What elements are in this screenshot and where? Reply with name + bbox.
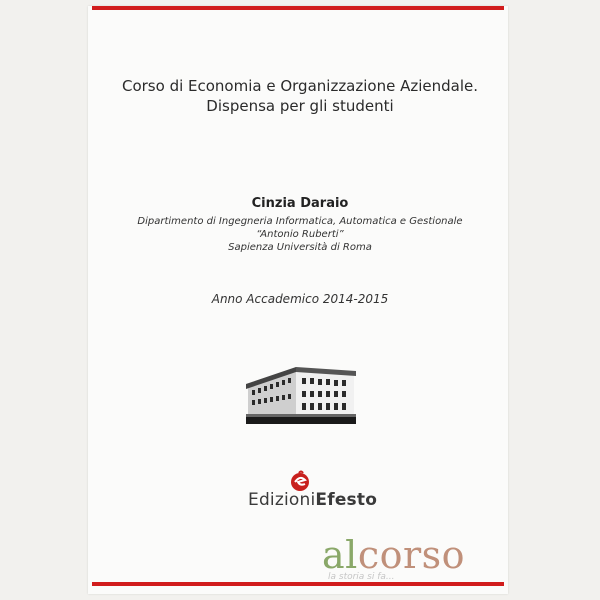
efesto-logo-icon xyxy=(285,470,315,492)
watermark-tagline: la storia si fa... xyxy=(328,572,395,582)
top-red-bar xyxy=(92,6,504,10)
university-building-image xyxy=(246,364,356,424)
bottom-red-bar xyxy=(92,582,504,586)
affiliation-line-1: Dipartimento di Ingegneria Informatica, Automatica e Gestionale xyxy=(137,216,463,227)
watermark-part-2: corso xyxy=(357,533,466,577)
publisher-name xyxy=(248,490,378,510)
academic-year: Anno Accademico 2014-2015 xyxy=(211,292,389,306)
affiliation-line-2: “Antonio Ruberti” xyxy=(256,229,344,240)
alcorso-watermark xyxy=(322,533,465,577)
watermark-part-1: al xyxy=(322,533,358,577)
author-name: Cinzia Daraio xyxy=(251,196,349,211)
affiliation xyxy=(90,215,510,254)
title-line-1: Corso di Economia e Organizzazione Aziendale. xyxy=(121,77,479,95)
document-title xyxy=(90,76,510,116)
publisher-name-part-2: Efesto xyxy=(315,490,378,510)
publisher-name-part-1: Edizioni xyxy=(248,490,316,510)
title-line-2: Dispensa per gli studenti xyxy=(206,97,394,115)
affiliation-line-3: Sapienza Università di Roma xyxy=(228,242,372,253)
